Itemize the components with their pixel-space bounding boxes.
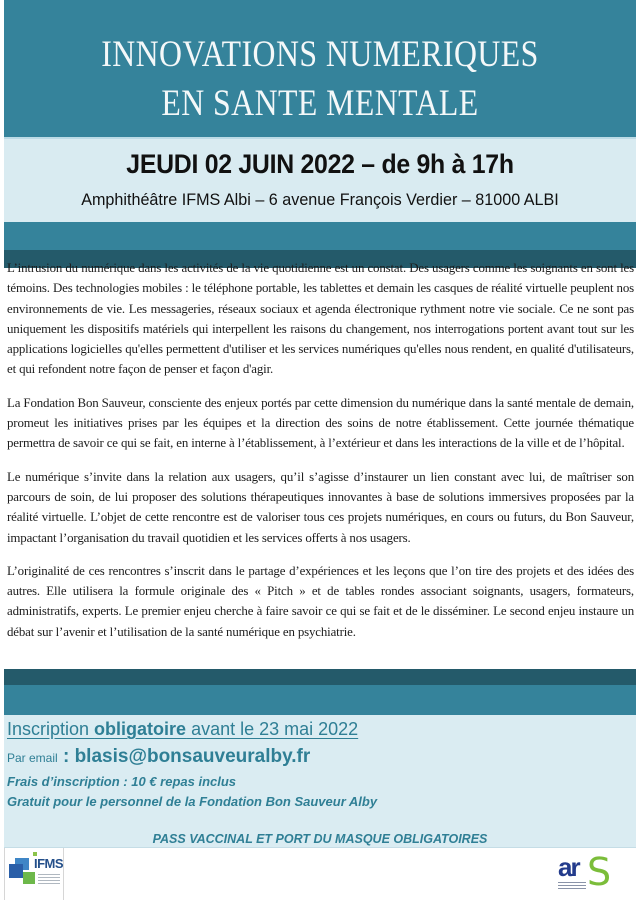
date-banner [4,137,636,222]
ifms-logo-square-icon [23,872,35,884]
email-label: Par email [7,751,58,765]
paragraph: L’originalité de ces rencontres s’inscrit dans le partage d’expériences et les leçons que l’on tire des projets et des idées des autres. Elle utilisera la formule originale des « Pitch » et de tables rondes associant soignants, usagers, formateurs, administratifs, experts. Le premier enjeu cherche à faire savoir ce qui se fait et de le disséminer. Le second enjeu instaure un débat sur l’avenir et l’utilisation de la santé numérique en psychiatrie. [7,563,634,639]
divider-band-dark [4,669,636,685]
free-for-staff: Gratuit pour le personnel de la Fondation Bon Sauveur Alby [7,794,378,809]
registration-fee: Frais d’inscription : 10 € repas inclus [7,774,237,789]
ars-logo [556,852,616,896]
email-line [7,746,310,768]
divider-band-teal [4,222,636,250]
ifms-logo [4,848,64,900]
event-venue: Amphithéâtre IFMS Albi – 6 avenue François Verdier – 81000 ALBI [81,190,559,209]
inscription-prefix: Inscription [7,719,95,739]
title-banner [4,0,636,137]
ars-logo-subtitle [558,882,586,890]
event-description [7,258,634,655]
inscription-mandatory: obligatoire [94,719,187,739]
inscription-suffix: avant le 23 mai 2022 [186,719,359,739]
ifms-logo-text: IFMS [34,856,64,871]
ifms-logo-subtitle [38,874,60,884]
title-line-1: INNOVATIONS NUMERIQUES [101,34,539,75]
paragraph: L’intrusion du numérique dans les activités de la vie quotidienne est un constat. Des usagers comme les soignants en sont les témoins. Des technologies mobiles : le téléphone portable, les tablettes et demain les casques de réalité virtuelle peuplent nos environnements de vie. Les messageries, réseaux sociaux et agenda électronique rythment notre vie sociale. Ce ne sont pas uniquement les dispositifs matériels qui interpellent les raisons du changement, nos interrogations portent avant tout sur les applications logicielles qu'elles permettent d'utiliser et les services numériques qu'elles nous rendent, en qualité d'utilisateurs, et qui refondent notre façon de penser et façon d'agir. [7,261,634,377]
registration-deadline [7,719,358,740]
title-line-2: EN SANTE MENTALE [161,83,479,124]
ars-logo-text: ar [558,852,579,882]
registration-panel [4,715,636,848]
paragraph: Le numérique s’invite dans la relation aux usagers, qu’il s’agisse d’instaurer un lien constant avec lui, de maîtriser son parcours de soin, de lui proposer des solutions thérapeutiques innovantes à base de solutions immersives proposées par la réalité virtuelle. L’objet de cette rencontre est de valoriser tous ces projets numériques, en cours ou futurs, du Bon Sauveur, impactant l’organisation du travail quotidien et les services offerts à nos usagers. [7,469,634,545]
footer-logos [4,848,636,900]
ars-logo-s-icon: S [587,850,612,894]
paragraph: La Fondation Bon Sauveur, consciente des enjeux portés par cette dimension du numérique dans la santé mentale de demain, promeut les initiatives prises par les équipes et la direction des soins de notre établissement. Cette journée thématique permettra de savoir ce qui se fait, en interne à l’établissement, à l’extérieur et dans les interactions de la ville et de l’hôpital. [7,395,634,451]
ifms-logo-square-icon [9,864,23,878]
email-link[interactable]: blasis@bonsauveuralby.fr [74,746,311,767]
divider-band-teal [4,685,636,715]
event-date: JEUDI 02 JUIN 2022 – de 9h à 17h [126,149,514,179]
health-notice: PASS VACCINAL ET PORT DU MASQUE OBLIGATOIRES [152,832,488,846]
email-separator: : [57,746,75,767]
